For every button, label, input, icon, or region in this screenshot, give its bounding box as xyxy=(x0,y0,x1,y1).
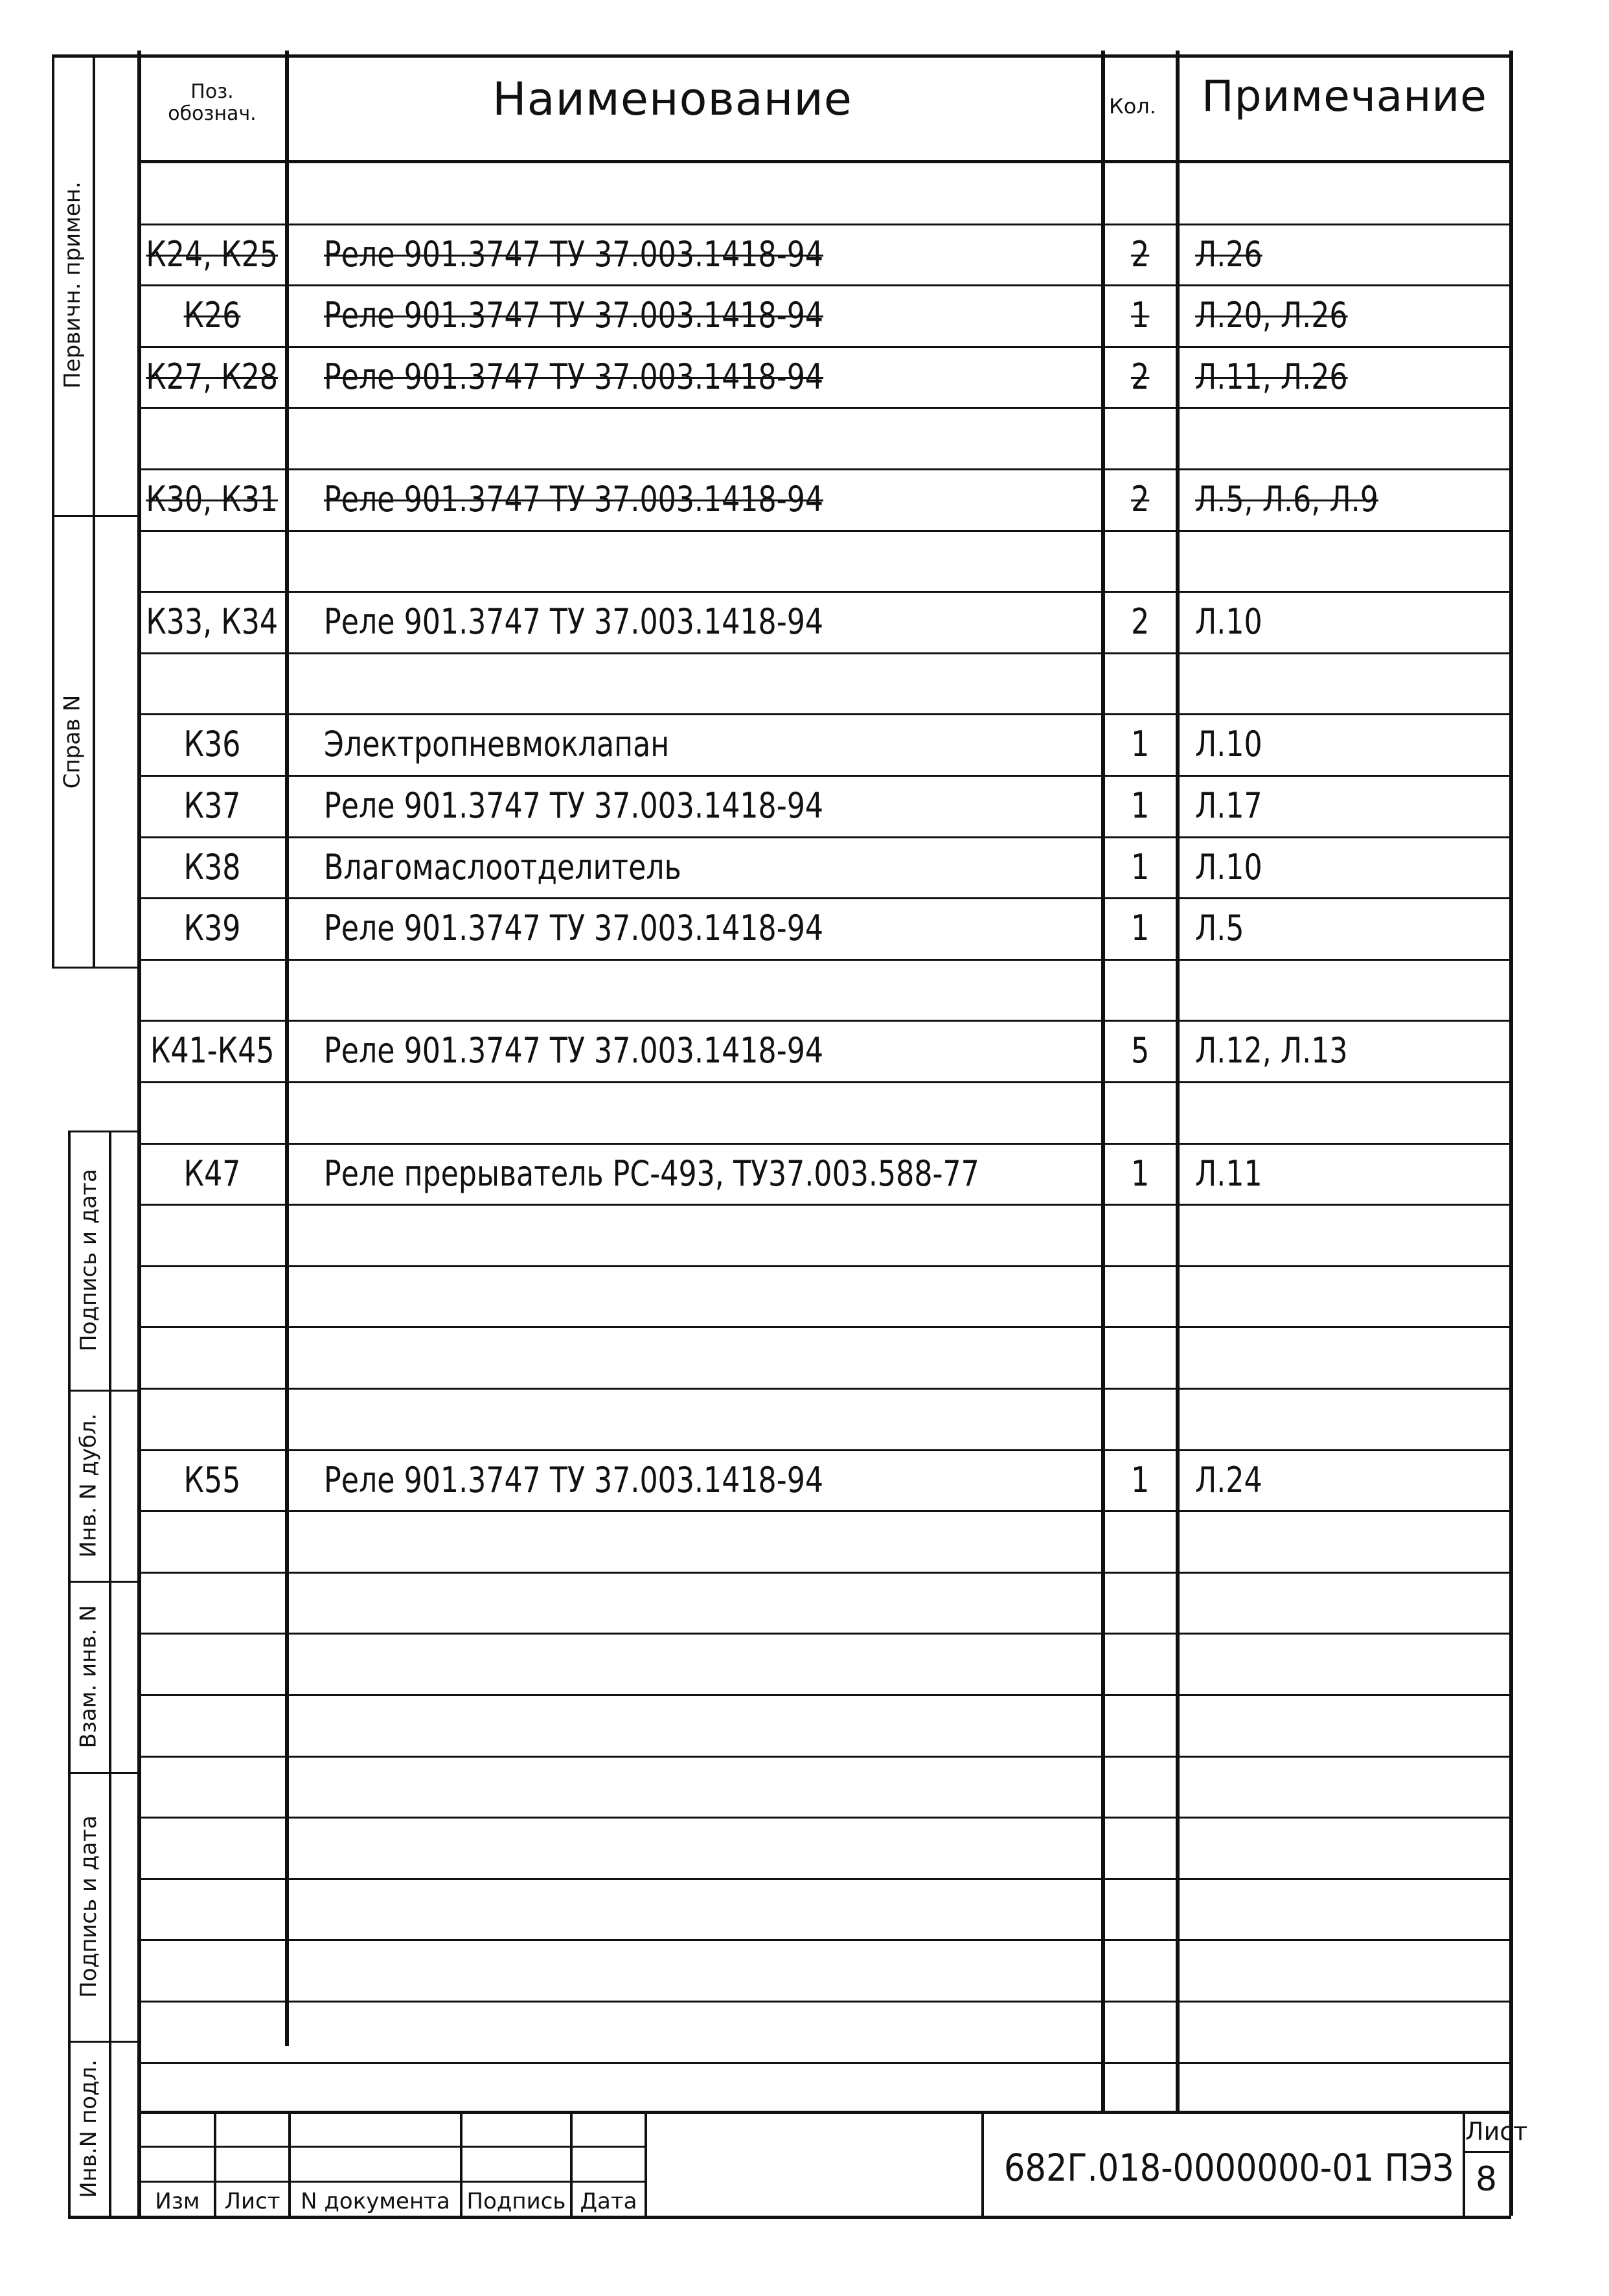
row-pos-cell: К38 xyxy=(183,846,241,888)
row-pos-cell xyxy=(139,959,285,1020)
row-qty-cell xyxy=(1104,1388,1176,1449)
row-rule xyxy=(139,1265,1511,1267)
sheet-label: Лист xyxy=(1465,2117,1528,2146)
row-pos-cell xyxy=(139,162,285,223)
header-note-label: Примечание xyxy=(1202,71,1487,121)
frame-bottom-line xyxy=(68,2216,1511,2219)
row-rule xyxy=(139,1388,1511,1390)
row-qty-cell xyxy=(1104,652,1176,713)
table-row xyxy=(139,897,1509,958)
row-rule xyxy=(139,1143,1511,1145)
strip-top-lower xyxy=(68,1131,137,1132)
row-qty-cell xyxy=(1104,959,1176,1020)
row-note-cell: Л.10 xyxy=(1195,846,1262,888)
strip-divider-1 xyxy=(68,1390,137,1392)
row-pos-cell xyxy=(139,1204,285,1265)
row-rule xyxy=(139,836,1511,838)
row-name-cell xyxy=(324,407,1101,468)
row-name-cell: Реле 901.3747 ТУ 37.003.1418-94 xyxy=(324,294,824,336)
row-pos-cell: К24, К25 xyxy=(146,233,279,275)
row-qty-cell: 2 xyxy=(1130,356,1150,397)
row-note-cell: Л.26 xyxy=(1195,233,1262,275)
table-row xyxy=(139,530,1509,591)
row-rule xyxy=(139,224,1511,225)
header-qty-label: Кол. xyxy=(1109,94,1156,119)
row-name-cell xyxy=(324,652,1101,713)
table-row xyxy=(139,1081,1509,1142)
row-name-cell: Реле 901.3747 ТУ 37.003.1418-94 xyxy=(324,601,824,642)
row-note-cell xyxy=(1195,1388,1506,1449)
row-name-cell: Влагомаслоотделитель xyxy=(324,846,681,888)
row-name-cell xyxy=(324,530,1101,591)
row-qty-cell xyxy=(1104,1265,1176,1326)
row-note-cell xyxy=(1195,1265,1506,1326)
row-qty-cell: 2 xyxy=(1130,601,1150,642)
row-qty-cell: 2 xyxy=(1130,478,1150,520)
row-pos-cell xyxy=(139,1081,285,1142)
row-qty-cell xyxy=(1104,407,1176,468)
title-block-col-date xyxy=(645,2111,647,2216)
row-qty-cell xyxy=(1104,1326,1176,1387)
row-name-cell xyxy=(324,162,1101,223)
row-qty-cell xyxy=(1104,1204,1176,1265)
row-note-cell: Л.24 xyxy=(1195,1459,1262,1500)
table-row xyxy=(139,836,1509,897)
strip-divider-3 xyxy=(68,1772,137,1774)
row-rule xyxy=(139,2062,1511,2064)
side-label-mutual-inv: Взам. инв. N xyxy=(75,1605,102,1748)
title-col-list-label: Лист xyxy=(224,2188,280,2214)
table-row xyxy=(139,591,1509,652)
row-pos-cell: К47 xyxy=(183,1153,241,1194)
row-qty-cell: 1 xyxy=(1130,846,1150,888)
row-note-cell: Л.10 xyxy=(1195,723,1262,764)
row-rule xyxy=(139,2001,1511,2003)
row-pos-cell: К30, К31 xyxy=(146,478,279,520)
row-name-cell: Реле 901.3747 ТУ 37.003.1418-94 xyxy=(324,1029,824,1071)
row-pos-cell xyxy=(139,1388,285,1449)
strip-inner-line-upper xyxy=(93,54,95,968)
side-label-orig-inv: Инв.N подл. xyxy=(75,2060,102,2198)
row-qty-cell: 1 xyxy=(1130,294,1150,336)
table-row xyxy=(139,1326,1509,1387)
row-rule xyxy=(139,1020,1511,1022)
row-rule xyxy=(139,1449,1511,1451)
row-pos-cell: К55 xyxy=(183,1459,241,1500)
row-note-cell: Л.10 xyxy=(1195,601,1262,642)
row-rule xyxy=(139,1939,1511,1941)
title-col-doc-label: N документа xyxy=(301,2188,450,2214)
strip-divider-2 xyxy=(68,1581,137,1583)
row-pos-cell xyxy=(139,530,285,591)
table-row xyxy=(139,1265,1509,1326)
row-rule xyxy=(139,1572,1511,1574)
row-note-cell: Л.5 xyxy=(1195,907,1244,948)
row-note-cell: Л.17 xyxy=(1195,785,1262,826)
row-pos-cell xyxy=(139,407,285,468)
title-block-col-code xyxy=(981,2111,984,2216)
title-col-date-label: Дата xyxy=(580,2188,637,2214)
row-qty-cell: 1 xyxy=(1130,907,1150,948)
row-name-cell: Реле 901.3747 ТУ 37.003.1418-94 xyxy=(324,356,824,397)
row-rule xyxy=(139,775,1511,777)
table-row xyxy=(139,1204,1509,1265)
row-rule xyxy=(139,897,1511,899)
document-code: 682Г.018-0000000-01 ПЭЗ xyxy=(1004,2146,1454,2190)
side-label-sign-date-2: Подпись и дата xyxy=(75,1815,102,1998)
row-pos-cell: К37 xyxy=(183,785,241,826)
row-name-cell xyxy=(324,1326,1101,1387)
row-rule xyxy=(139,1756,1511,1758)
row-note-cell xyxy=(1195,959,1506,1020)
table-row xyxy=(139,1449,1509,1510)
row-rule xyxy=(139,468,1511,470)
frame-right-line xyxy=(1509,51,1513,2216)
title-col-izm-label: Изм xyxy=(155,2188,200,2214)
strip-bottom-upper xyxy=(52,967,137,969)
row-pos-cell: К39 xyxy=(183,907,241,948)
row-note-cell xyxy=(1195,530,1506,591)
table-row xyxy=(139,713,1509,774)
row-qty-cell xyxy=(1104,530,1176,591)
table-row xyxy=(139,1388,1509,1449)
row-pos-cell: К36 xyxy=(183,723,241,764)
side-label-dup-inv: Инв. N дубл. xyxy=(75,1413,102,1557)
row-name-cell: Реле 901.3747 ТУ 37.003.1418-94 xyxy=(324,1459,824,1500)
row-note-cell xyxy=(1195,1081,1506,1142)
table-row xyxy=(139,1020,1509,1081)
row-pos-cell xyxy=(139,1265,285,1326)
table-row xyxy=(139,468,1509,529)
row-qty-cell xyxy=(1104,162,1176,223)
row-qty-cell: 1 xyxy=(1130,1459,1150,1500)
row-rule xyxy=(139,346,1511,348)
side-label-ref-no: Справ N xyxy=(59,695,86,789)
row-rule xyxy=(139,1510,1511,1512)
row-qty-cell: 1 xyxy=(1130,723,1150,764)
row-pos-cell: К33, К34 xyxy=(146,601,279,642)
row-name-cell xyxy=(324,1388,1101,1449)
row-qty-cell: 5 xyxy=(1130,1029,1150,1071)
row-note-cell xyxy=(1195,1204,1506,1265)
row-name-cell: Реле прерыватель РС-493, ТУ37.003.588-77 xyxy=(324,1153,979,1194)
side-label-sign-date-1: Подпись и дата xyxy=(75,1169,102,1351)
row-rule xyxy=(139,1694,1511,1696)
row-pos-cell xyxy=(139,1326,285,1387)
strip-divider-4 xyxy=(68,2041,137,2043)
frame-top-line xyxy=(52,54,1511,58)
row-note-cell: Л.11, Л.26 xyxy=(1195,356,1348,397)
table-row xyxy=(139,346,1509,407)
row-rule xyxy=(139,1326,1511,1328)
row-rule xyxy=(139,1878,1511,1880)
row-note-cell xyxy=(1195,162,1506,223)
table-row xyxy=(139,652,1509,713)
header-pos-label: Поз. обознач. xyxy=(168,80,257,125)
row-rule xyxy=(139,1817,1511,1819)
row-pos-cell xyxy=(139,652,285,713)
row-note-cell xyxy=(1195,652,1506,713)
row-rule xyxy=(139,1081,1511,1083)
table-row xyxy=(139,407,1509,468)
row-pos-cell: К26 xyxy=(183,294,241,336)
row-name-cell xyxy=(324,1204,1101,1265)
row-rule xyxy=(139,530,1511,532)
row-note-cell: Л.20, Л.26 xyxy=(1195,294,1348,336)
sheet-number: 8 xyxy=(1476,2160,1498,2199)
table-row xyxy=(139,775,1509,836)
row-rule xyxy=(139,591,1511,593)
row-qty-cell: 1 xyxy=(1130,1153,1150,1194)
row-name-cell: Электропневмоклапан xyxy=(324,723,670,764)
row-note-cell: Л.5, Л.6, Л.9 xyxy=(1195,478,1378,520)
strip-inner-line-lower xyxy=(109,1131,111,2216)
table-row xyxy=(139,162,1509,223)
row-name-cell: Реле 901.3747 ТУ 37.003.1418-94 xyxy=(324,907,824,948)
row-name-cell: Реле 901.3747 ТУ 37.003.1418-94 xyxy=(324,478,824,520)
title-col-sign-label: Подпись xyxy=(466,2188,566,2214)
row-rule xyxy=(139,713,1511,715)
side-label-first-use: Первичн. примен. xyxy=(59,181,86,389)
row-qty-cell: 1 xyxy=(1130,785,1150,826)
row-note-cell: Л.11 xyxy=(1195,1153,1262,1194)
row-rule xyxy=(139,407,1511,409)
table-row xyxy=(139,224,1509,284)
row-note-cell xyxy=(1195,407,1506,468)
row-name-cell xyxy=(324,1081,1101,1142)
row-rule xyxy=(139,959,1511,961)
row-note-cell: Л.12, Л.13 xyxy=(1195,1029,1348,1071)
row-name-cell xyxy=(324,959,1101,1020)
table-row xyxy=(139,1143,1509,1204)
table-row xyxy=(139,284,1509,345)
row-rule xyxy=(139,1633,1511,1635)
row-name-cell: Реле 901.3747 ТУ 37.003.1418-94 xyxy=(324,785,824,826)
table-row xyxy=(139,959,1509,1020)
strip-divider-upper xyxy=(52,515,137,517)
row-qty-cell xyxy=(1104,1081,1176,1142)
row-rule xyxy=(139,1204,1511,1206)
row-name-cell: Реле 901.3747 ТУ 37.003.1418-94 xyxy=(324,233,824,275)
row-rule xyxy=(139,652,1511,654)
row-pos-cell: К27, К28 xyxy=(146,356,279,397)
row-note-cell xyxy=(1195,1326,1506,1387)
header-name-label: Наименование xyxy=(492,73,852,126)
row-rule xyxy=(139,284,1511,286)
row-pos-cell: К41-К45 xyxy=(150,1029,275,1071)
row-name-cell xyxy=(324,1265,1101,1326)
row-qty-cell: 2 xyxy=(1130,233,1150,275)
title-block-top-line xyxy=(139,2111,1511,2114)
